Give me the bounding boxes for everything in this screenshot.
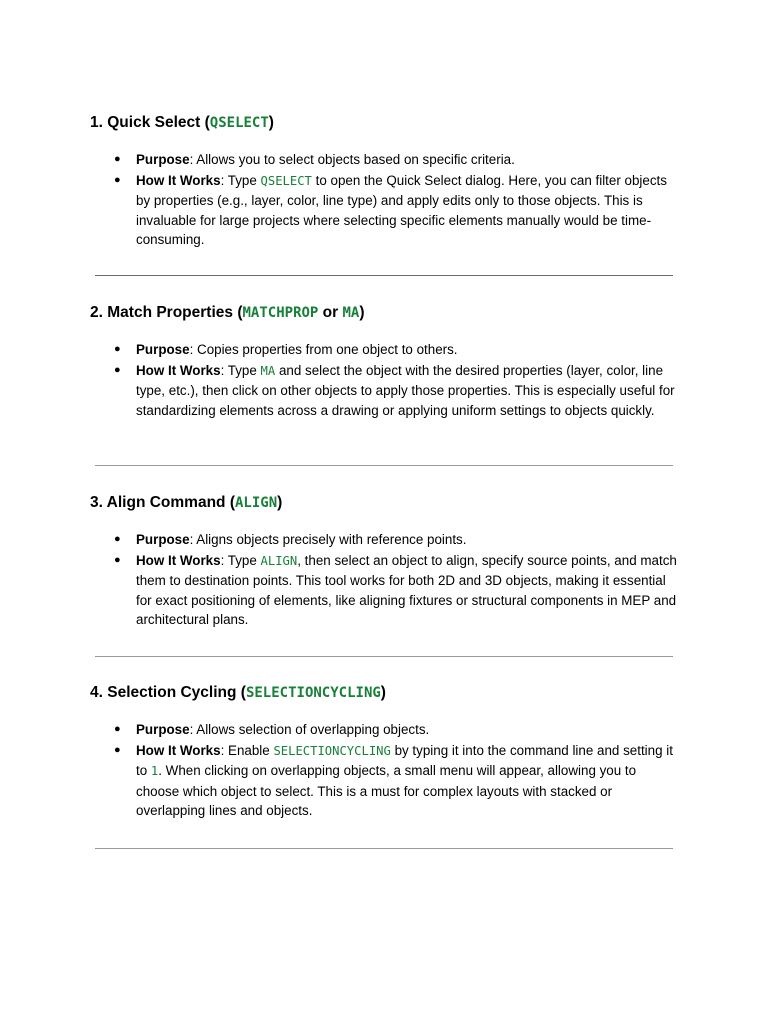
item-text: , then select an object to align, specify source points, and match them to destination points. This tool works for both 2D and 3D objects, making it essential for exact positioning of elements, like aligning fixtures or structural components in MEP and architectural plans. [136, 552, 677, 628]
inline-code: 1 [150, 764, 159, 779]
bullet-list [90, 530, 680, 631]
bullet-icon: ● [114, 743, 121, 756]
section-quick-select [90, 113, 680, 248]
item-text: : Allows you to select objects based on specific criteria. [189, 152, 515, 167]
item-label: Purpose [136, 722, 190, 737]
bullet-list [90, 720, 680, 822]
heading-number: 2. [90, 304, 103, 321]
heading-title: Selection Cycling [107, 684, 237, 701]
heading-paren-open: ( [229, 494, 235, 511]
item-text: : Type [220, 172, 261, 188]
bullet-icon: ● [114, 723, 121, 735]
horizontal-divider [95, 848, 673, 849]
item-text: : Allows selection of overlapping objects. [189, 722, 430, 737]
heading-paren-open: ( [204, 114, 210, 131]
item-label: Purpose [136, 532, 190, 547]
heading-command-code: QSELECT [209, 115, 269, 131]
item-text: by typing it into the command line and setting it to [136, 742, 673, 779]
list-item [90, 171, 680, 250]
item-text: : Type [220, 552, 261, 568]
section-heading [90, 113, 680, 133]
inline-code: MA [260, 363, 276, 378]
item-label: How It Works [136, 172, 221, 188]
list-item [90, 150, 680, 170]
heading-title: Align Command [106, 494, 226, 511]
heading-title: Quick Select [107, 114, 201, 131]
item-label: How It Works [136, 552, 221, 568]
horizontal-divider [95, 656, 673, 657]
bullet-icon: ● [114, 153, 121, 165]
item-text: . When clicking on overlapping objects, a small menu will appear, allowing you to choose which object to select. This is a must for complex layouts with stacked or overlapping lines and objects. [136, 763, 637, 819]
list-item [90, 741, 680, 821]
section-heading [90, 493, 680, 513]
item-text: : Type [220, 362, 261, 378]
heading-number: 3. [90, 494, 103, 511]
item-text: : Copies properties from one object to others. [189, 342, 458, 357]
heading-command-code: SELECTIONCYCLING [245, 685, 381, 701]
horizontal-divider [95, 275, 673, 276]
heading-paren-open: ( [240, 684, 246, 701]
section-heading [90, 683, 680, 703]
item-text: : Enable [220, 742, 274, 758]
heading-paren-close: ) [359, 304, 365, 321]
bullet-icon: ● [114, 533, 121, 545]
horizontal-divider [95, 465, 673, 466]
bullet-icon: ● [114, 553, 121, 566]
heading-command-alias: MA [342, 305, 360, 321]
item-label: How It Works [136, 362, 221, 378]
section-match-properties [90, 303, 680, 418]
heading-paren-close: ) [380, 684, 386, 701]
list-item [90, 720, 680, 740]
item-text: to open the Quick Select dialog. Here, you can filter objects by properties (e.g., layer, color, line type) and apply edits only to those objects. This is invaluable for large projects where selecting specific elements manually would be time-consuming. [136, 172, 667, 248]
heading-number: 1. [90, 114, 103, 131]
heading-joiner: or [318, 304, 343, 321]
item-text: and select the object with the desired properties (layer, color, line type, etc.), then click on other objects to apply those properties. This is especially useful for standardizing elements across a drawing or applying uniform settings to objects quickly. [136, 362, 675, 418]
heading-number: 4. [90, 684, 103, 701]
section-align-command [90, 493, 680, 628]
list-item [90, 340, 680, 360]
inline-code: QSELECT [260, 173, 312, 188]
heading-paren-open: ( [237, 304, 243, 321]
bullet-icon: ● [114, 173, 121, 186]
list-item [90, 361, 680, 421]
inline-code: SELECTIONCYCLING [273, 743, 391, 758]
item-label: How It Works [136, 742, 221, 758]
bullet-list [90, 150, 680, 251]
list-item [90, 530, 680, 550]
item-text: : Aligns objects precisely with reference points. [189, 532, 467, 547]
item-label: Purpose [136, 152, 190, 167]
bullet-icon: ● [114, 343, 121, 355]
heading-command-code: ALIGN [235, 495, 278, 511]
heading-paren-close: ) [277, 494, 283, 511]
bullet-icon: ● [114, 363, 121, 376]
heading-paren-close: ) [268, 114, 274, 131]
heading-command-code: MATCHPROP [242, 305, 319, 321]
section-heading [90, 303, 680, 323]
inline-code: ALIGN [260, 553, 298, 568]
bullet-list [90, 340, 680, 421]
section-selection-cycling [90, 683, 680, 819]
list-item [90, 551, 680, 630]
item-label: Purpose [136, 342, 190, 357]
heading-title: Match Properties [107, 304, 234, 321]
